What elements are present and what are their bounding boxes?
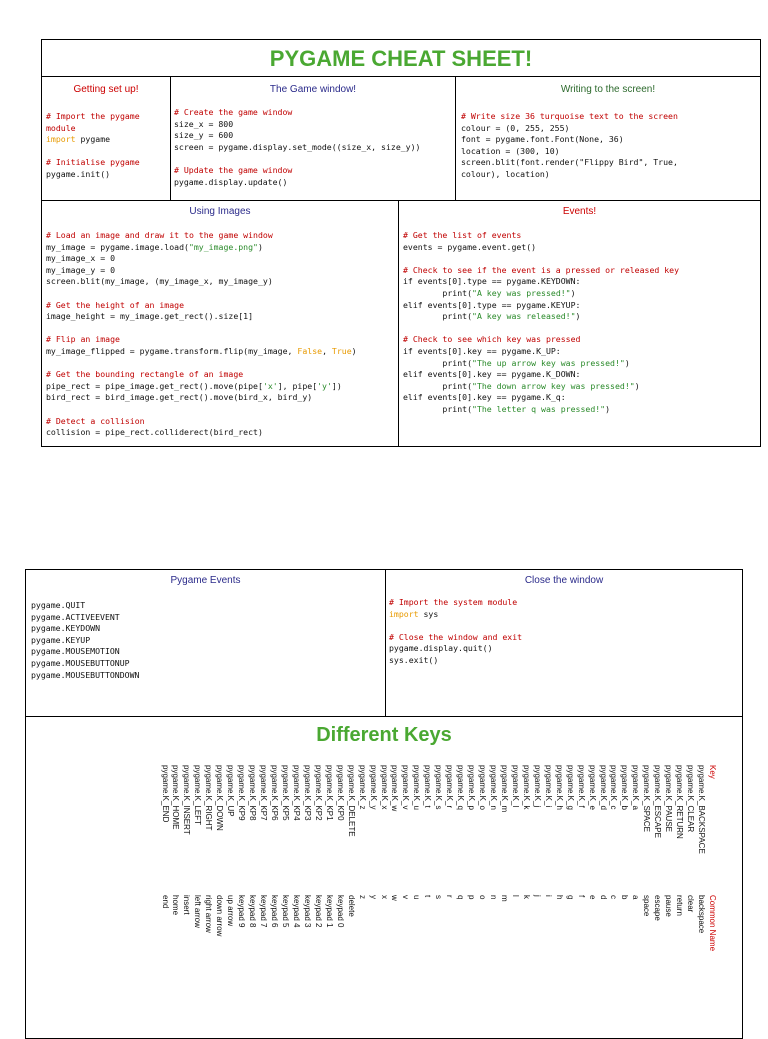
key-constant: pygame.K_n xyxy=(489,765,498,810)
key-common-name: c xyxy=(609,895,619,899)
key-constant: pygame.K_p xyxy=(467,765,477,810)
code-block xyxy=(389,597,522,667)
key-common-name: home xyxy=(171,895,181,916)
key-common-name: keypad 6 xyxy=(270,895,279,928)
code-line: module xyxy=(46,122,76,133)
code-line: # Write size 36 turquoise text to the screen xyxy=(461,111,678,121)
code-block xyxy=(31,600,139,681)
code-line: # Create the game window xyxy=(174,107,293,117)
section-header: Events! xyxy=(562,206,597,217)
key-constant: pygame.K_i xyxy=(543,765,553,808)
key-constant: pygame.K_CLEAR xyxy=(686,765,696,833)
key-constant: pygame.K_PAUSE xyxy=(664,765,674,832)
key-common-name: down arrow xyxy=(215,895,225,937)
key-constant: pygame.K_e xyxy=(587,765,597,810)
key-common-name: keypad 7 xyxy=(259,895,269,928)
code-line: bird_rect = bird_image.get_rect().move(bird_x, bird_y) xyxy=(46,392,313,403)
key-common-name: k xyxy=(521,895,531,899)
key-constant: pygame.K_DELETE xyxy=(346,765,356,837)
key-constant: pygame.K_l xyxy=(510,765,520,808)
key-common-name: keypad 2 xyxy=(313,895,323,928)
key-constant: pygame.K_u xyxy=(412,765,422,810)
code-line: screen = pygame.display.set_mode((size_x, size_y)) xyxy=(174,141,421,152)
key-common-name: right arrow xyxy=(204,895,214,933)
code-line: pygame.KEYUP xyxy=(31,634,91,645)
key-common-name: keypad 1 xyxy=(324,895,334,928)
section-header: The Game window! xyxy=(269,84,357,95)
key-common-name: u xyxy=(412,895,422,900)
key-constant: pygame.K_LEFT xyxy=(193,765,203,826)
key-constant: pygame.K_DOWN xyxy=(215,765,225,831)
key-constant: pygame.K_INSERT xyxy=(182,765,192,835)
section-title: Different Keys xyxy=(316,724,452,746)
key-common-name: x xyxy=(379,895,389,899)
code-line: # Initialise pygame xyxy=(46,157,140,168)
code-line: import sys xyxy=(389,608,439,619)
key-constant: pygame.K_q xyxy=(456,765,466,810)
code-line: elif events[0].key == pygame.K_q: xyxy=(403,392,566,403)
key-common-name: pause xyxy=(664,895,674,917)
key-constant: pygame.K_y xyxy=(368,765,378,810)
code-line: # Close the window and exit xyxy=(389,631,523,642)
code-line: pygame.MOUSEBUTTONUP xyxy=(31,657,130,668)
code-line: pygame.QUIT xyxy=(31,600,86,610)
code-line: if events[0].type == pygame.KEYDOWN: xyxy=(403,276,581,287)
key-common-name: j xyxy=(532,895,542,897)
key-constant: pygame.K_KP6 xyxy=(270,765,279,821)
key-common-name: m xyxy=(499,895,509,902)
key-common-name: space xyxy=(642,895,652,917)
code-line: sys.exit() xyxy=(389,654,439,665)
code-line: my_image = pygame.image.load("my_image.png") xyxy=(46,241,263,252)
key-constant: pygame.K_c xyxy=(609,765,619,810)
code-line: print("A key was released!") xyxy=(403,311,581,322)
key-common-name: l xyxy=(510,895,520,897)
key-common-name: a xyxy=(631,895,641,900)
key-constant: pygame.K_END xyxy=(160,765,170,823)
code-line: elif events[0].type == pygame.KEYUP: xyxy=(403,299,581,310)
key-constant: pygame.K_KP3 xyxy=(302,765,312,821)
key-common-name: insert xyxy=(182,895,192,915)
key-common-name: keypad 0 xyxy=(335,895,345,928)
section-header: Pygame Events xyxy=(170,575,241,586)
key-constant: pygame.K_KP5 xyxy=(280,765,290,821)
code-line: print("The down arrow key was pressed!") xyxy=(403,380,640,391)
code-line: font = pygame.font.Font(None, 36) xyxy=(461,134,624,145)
key-constant: pygame.K_SPACE xyxy=(642,765,652,832)
section-header: Using Images xyxy=(189,206,251,217)
key-common-name: e xyxy=(587,895,597,900)
section-header: Getting set up! xyxy=(73,84,139,95)
code-line: colour), location) xyxy=(461,168,550,179)
cheat-sheet-1 xyxy=(41,39,761,447)
code-block xyxy=(46,230,357,439)
code-line: print("A key was pressed!") xyxy=(403,287,576,298)
code-line: # Update the game window xyxy=(174,164,293,175)
key-constant: pygame.K_v xyxy=(401,765,411,810)
key-common-name: v xyxy=(401,895,411,899)
code-line: screen.blit(font.render("Flippy Bird", True, xyxy=(461,157,678,168)
key-column-header: Key xyxy=(708,765,717,779)
key-common-name: delete xyxy=(346,895,356,917)
code-line: location = (300, 10) xyxy=(461,145,560,156)
key-constant: pygame.K_BACKSPACE xyxy=(697,765,707,854)
section-header: Close the window xyxy=(524,575,604,586)
key-constant: pygame.K_KP2 xyxy=(313,765,323,821)
code-line: # Check to see if the event is a pressed or released key xyxy=(403,264,680,275)
key-common-name: i xyxy=(543,895,553,897)
key-common-name: z xyxy=(357,895,367,899)
code-line: colour = (0, 255, 255) xyxy=(461,122,570,133)
key-common-name: keypad 3 xyxy=(302,895,312,928)
code-line: my_image_x = 0 xyxy=(46,253,116,264)
code-line: collision = pipe_rect.colliderect(bird_rect) xyxy=(46,427,263,438)
code-line: pygame.display.quit() xyxy=(389,643,493,654)
code-block xyxy=(461,111,678,181)
key-common-name: up arrow xyxy=(226,895,236,927)
key-constant: pygame.K_HOME xyxy=(171,765,181,830)
code-line: # Import the pygame xyxy=(46,111,140,121)
code-block xyxy=(403,230,679,416)
key-common-name: s xyxy=(434,895,444,899)
key-common-name: d xyxy=(598,895,608,900)
key-constant: pygame.K_KP1 xyxy=(324,765,334,821)
key-common-name: escape xyxy=(653,895,663,921)
code-line: # Get the bounding rectangle of an image xyxy=(46,369,244,380)
key-constant: pygame.K_g xyxy=(565,765,575,810)
key-common-name: end xyxy=(160,895,170,909)
code-line: elif events[0].key == pygame.K_DOWN: xyxy=(403,369,581,380)
section-using-images xyxy=(42,201,398,446)
key-constant: pygame.K_d xyxy=(598,765,608,810)
code-line: import pygame xyxy=(46,134,111,145)
code-line: my_image_flipped = pygame.transform.flip(my_image, False, True) xyxy=(46,345,357,356)
code-line: print("The up arrow key was pressed!") xyxy=(403,357,630,368)
key-common-name: b xyxy=(620,895,630,900)
key-constant: pygame.K_x xyxy=(379,765,389,810)
key-common-name: q xyxy=(456,895,466,900)
code-line: my_image_y = 0 xyxy=(46,264,116,275)
key-constant: pygame.K_m xyxy=(499,765,509,813)
key-common-name: left arrow xyxy=(193,895,203,928)
code-line: pygame.init() xyxy=(46,168,111,179)
code-block xyxy=(46,111,140,181)
key-constant: pygame.K_KP8 xyxy=(248,765,258,821)
section-close-window xyxy=(386,570,742,716)
key-common-name: clear xyxy=(686,895,696,913)
code-line: pipe_rect = pipe_image.get_rect().move(pipe['x'], pipe['y']) xyxy=(46,380,342,391)
section-header: Writing to the screen! xyxy=(560,84,656,95)
key-constant: pygame.K_KP0 xyxy=(335,765,345,821)
key-constant: pygame.K_KP9 xyxy=(237,765,247,821)
code-line: # Get the height of an image xyxy=(46,299,185,310)
key-common-name: t xyxy=(423,895,433,898)
key-constant: pygame.K_b xyxy=(620,765,630,810)
key-common-name: g xyxy=(565,895,575,900)
key-constant: pygame.K_z xyxy=(357,765,367,810)
name-column-header: Common Name xyxy=(708,895,717,952)
key-common-name: h xyxy=(554,895,564,900)
code-line: # Import the system module xyxy=(389,597,518,607)
key-constant: pygame.K_KP7 xyxy=(259,765,269,821)
key-common-name: r xyxy=(445,895,455,898)
key-constant: pygame.K_KP4 xyxy=(291,765,301,821)
key-constant: pygame.K_h xyxy=(554,765,564,810)
key-constant: pygame.K_UP xyxy=(226,765,236,817)
code-line: pygame.ACTIVEEVENT xyxy=(31,611,120,622)
key-constant: pygame.K_w xyxy=(390,765,400,812)
section-writing-to-screen xyxy=(456,77,760,200)
key-common-name: keypad 4 xyxy=(291,895,301,928)
key-constant: pygame.K_RETURN xyxy=(675,765,685,839)
key-constant: pygame.K_r xyxy=(445,765,455,809)
key-common-name: return xyxy=(675,895,685,916)
code-line: size_x = 800 xyxy=(174,118,234,129)
key-common-name: keypad 8 xyxy=(248,895,258,928)
code-line: image_height = my_image.get_rect().size[1] xyxy=(46,311,254,322)
key-common-name: o xyxy=(478,895,488,900)
code-line: # Check to see which key was pressed xyxy=(403,334,581,345)
key-constant: pygame.K_ESCAPE xyxy=(653,765,663,838)
key-common-name: backspace xyxy=(697,895,707,934)
page-title: PYGAME CHEAT SHEET! xyxy=(269,46,533,71)
key-common-name: keypad 9 xyxy=(237,895,247,928)
code-line: print("The letter q was pressed!") xyxy=(403,403,611,414)
code-line: # Load an image and draw it to the game window xyxy=(46,230,273,240)
code-line: if events[0].key == pygame.K_UP: xyxy=(403,345,561,356)
key-constant: pygame.K_o xyxy=(478,765,488,810)
section-game-window xyxy=(171,77,455,200)
keys-table xyxy=(26,765,742,1035)
key-constant: pygame.K_s xyxy=(434,765,444,810)
section-different-keys xyxy=(26,717,742,1038)
code-line: # Flip an image xyxy=(46,334,120,345)
key-constant: pygame.K_RIGHT xyxy=(204,765,214,831)
key-common-name: keypad 5 xyxy=(280,895,290,928)
code-line: pygame.MOUSEMOTION xyxy=(31,646,120,657)
key-constant: pygame.K_f xyxy=(576,765,586,808)
code-block xyxy=(174,107,420,188)
key-constant: pygame.K_k xyxy=(521,765,531,810)
code-line: pygame.KEYDOWN xyxy=(31,623,101,634)
key-constant: pygame.K_a xyxy=(631,765,641,810)
key-common-name: y xyxy=(368,895,378,899)
section-pygame-events xyxy=(26,570,385,716)
key-constant: pygame.K_t xyxy=(423,765,433,808)
code-line: events = pygame.event.get() xyxy=(403,241,537,252)
key-common-name: n xyxy=(489,895,498,900)
code-line: # Detect a collision xyxy=(46,415,145,426)
key-common-name: w xyxy=(390,895,400,901)
code-line: screen.blit(my_image, (my_image_x, my_image_y) xyxy=(46,276,273,287)
code-line: size_y = 600 xyxy=(174,130,234,141)
code-line: pygame.display.update() xyxy=(174,176,288,187)
code-line: pygame.MOUSEBUTTONDOWN xyxy=(31,669,140,680)
section-getting-set-up xyxy=(42,77,170,200)
code-line: # Get the list of events xyxy=(403,230,522,240)
cheat-sheet-2 xyxy=(25,569,743,1039)
key-common-name: p xyxy=(467,895,477,900)
section-events xyxy=(399,201,760,446)
key-constant: pygame.K_j xyxy=(532,765,542,808)
key-common-name: f xyxy=(576,895,586,898)
